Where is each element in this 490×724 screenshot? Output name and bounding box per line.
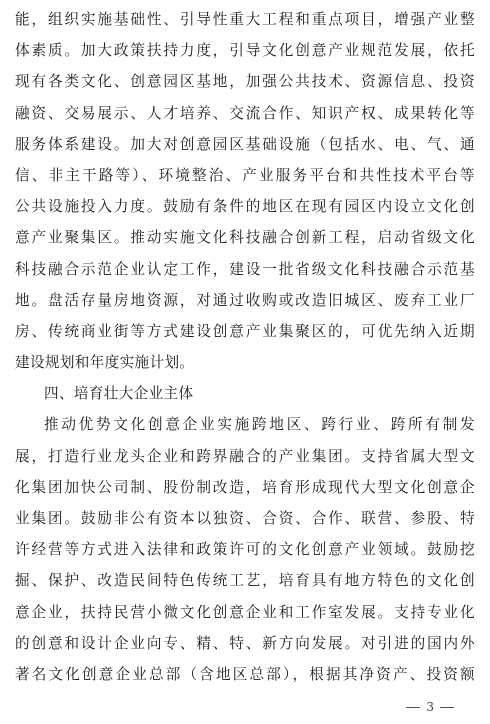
text-line: 意产业聚集区。推动实施文化科技融合创新工程，启动省级文化 — [15, 229, 475, 247]
text-line: 现有各类文化、创意园区基地，加强公共技术、资源信息、投资 — [15, 73, 475, 91]
footer-dash-right — [440, 707, 454, 708]
text-line: 许经营等方式进入法律和政策许可的文化创意产业领域。鼓励挖 — [15, 541, 475, 559]
text-line: 建设规划和年度实施计划。 — [15, 354, 195, 372]
text-line: 能，组织实施基础性、引导性重大工程和重点项目，增强产业整 — [15, 11, 475, 28]
text-line: 著名文化创意企业总部（含地区总部），根据其净资产、投资额 — [15, 665, 475, 683]
text-line: 化集团加快公司制、股份制改造，培育形成现代大型文化创意企 — [15, 478, 475, 496]
section-heading: 四、培育壮大企业主体 — [44, 385, 194, 403]
text-line: 融资、交易展示、人才培养、交流合作、知识产权、成果转化等 — [15, 104, 475, 122]
text-line: 科技融合示范企业认定工作，建设一批省级文化科技融合示范基 — [15, 260, 475, 278]
footer-dash-left — [406, 707, 420, 708]
text-line: 掘、保护、改造民间特色传统工艺，培育具有地方特色的文化创 — [15, 572, 475, 590]
page-number: 3 — [426, 700, 434, 714]
text-line: 体素质。加大政策扶持力度，引导文化创意产业规范发展，依托 — [15, 42, 475, 60]
body-text — [15, 4, 475, 690]
text-line: 的创意和设计企业向专、精、特、新方向发展。对引进的国内外 — [15, 634, 475, 652]
text-line: 房、传统商业街等方式建设创意产业集聚区的，可优先纳入近期 — [15, 322, 475, 340]
text-line: 业集团。鼓励非公有资本以独资、合资、合作、联营、参股、特 — [15, 510, 475, 527]
text-line: 意企业，扶持民营小微文化创意企业和工作室发展。支持专业化 — [15, 603, 475, 621]
text-line: 信、非主干路等）、环境整治、产业服务平台和共性技术平台等 — [15, 166, 475, 184]
text-line: 公共设施投入力度。鼓励有条件的地区在现有园区内设立文化创 — [15, 198, 475, 216]
text-line: 服务体系建设。加大对创意园区基础设施（包括水、电、气、通 — [15, 135, 475, 153]
text-line: 展，打造行业龙头企业和跨界融合的产业集团。支持省属大型文 — [15, 447, 475, 465]
page-footer — [406, 700, 454, 714]
text-line: 地。盘活存量房地资源，对通过收购或改造旧城区、废弃工业厂 — [15, 291, 475, 309]
text-line: 推动优势文化创意企业实施跨地区、跨行业、跨所有制发 — [44, 416, 475, 434]
